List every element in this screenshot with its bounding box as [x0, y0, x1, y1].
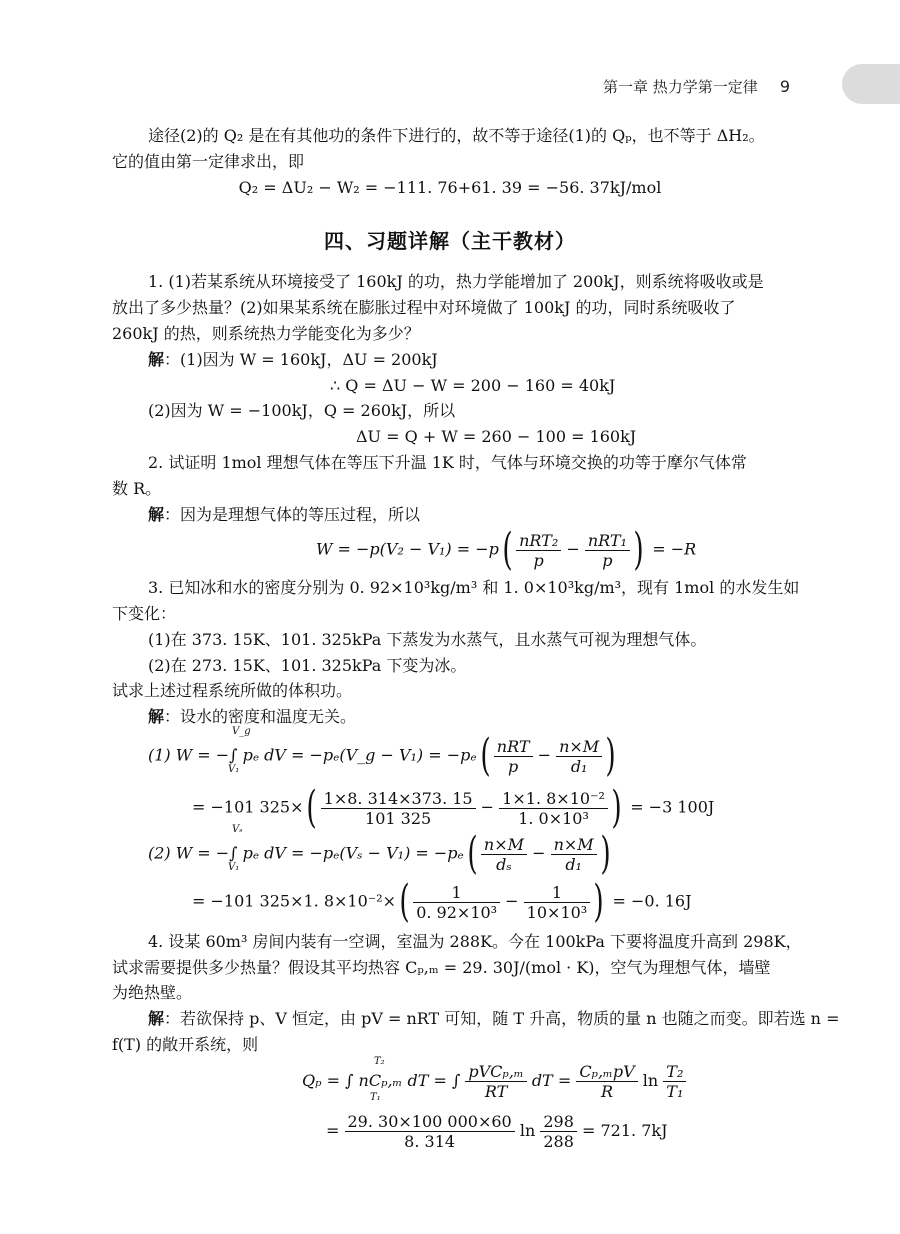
integral-lower-limit: T₁ [370, 1092, 381, 1103]
p3-equation-3: (2) W = −∫ pₑ dV = −pₑ(Vₛ − V₁) = −pₑ( $\frac{n\times M}{\text{dₛ}}$ − $\frac{n\times M}{\text{d₁}}$ ) [148, 828, 611, 879]
frac-num: 1×1. 8×10⁻² [499, 789, 608, 809]
frac-den: p [533, 550, 544, 570]
integral-upper-limit: T₂ [374, 1056, 385, 1067]
p1-solution-text: ：(1)因为 W = 160kJ，ΔU = 200kJ [164, 350, 438, 369]
frac-den: d₁ [565, 854, 582, 874]
p1-solution-2: ∴ Q = ΔU − W = 200 − 160 = 40kJ [330, 376, 616, 395]
p3-solution-1 [148, 707, 356, 727]
section-title: 四、习题详解（主干教材） [324, 229, 576, 253]
eq-text: (2) W = −∫ pₑ dV = −pₑ(Vₛ − V₁) = −pₑ [148, 843, 464, 863]
frac-den: 101 325 [365, 808, 432, 828]
eq-text: = 721. 7kJ [581, 1121, 668, 1140]
eq-text: ln [519, 1121, 536, 1140]
p3-solution-text: ：设水的密度和温度无关。 [164, 707, 357, 726]
frac-num: pVCₚ,ₘ [465, 1062, 526, 1082]
p2-equation: W = −p(V₂ − V₁) = −p( nRT₂ p − nRT₁ p ) = −R [316, 524, 697, 575]
frac-den: 288 [543, 1132, 574, 1151]
solution-label: 解 [148, 707, 165, 726]
p3-equation-1: (1) W = −∫ pₑ dV = −pₑ(V_g − V₁) = −pₑ( nRT p − $\frac{n\times M}{\text{d₁}}$ ) [148, 730, 616, 781]
p4-question-3: 为绝热壁。 [112, 983, 193, 1002]
running-header [603, 76, 790, 97]
p3-question-3: 试求上述过程系统所做的体积功。 [112, 681, 353, 700]
chapter-tab [842, 64, 900, 104]
frac-num: 1 [413, 883, 500, 903]
p1-question-1: 1. (1)若某系统从环境接受了 160kJ 的功，热力学能增加了 200kJ，则系统将吸收或是 [148, 272, 764, 291]
eq-text: = −3 100J [630, 797, 715, 817]
p4-solution-text: ：若欲保持 p、V 恒定，由 pV = nRT 可知，随 T 升高，物质的量 n 也随之而变。即若选 n = [164, 1009, 840, 1028]
integral-upper-limit: V_g [232, 726, 251, 737]
p4-equation-1 [302, 1062, 686, 1101]
frac-num: T₂ [663, 1062, 686, 1082]
frac-num: n×M [481, 835, 527, 855]
eq-text: = [326, 1121, 340, 1140]
frac-num: n×M [556, 737, 602, 757]
p1-solution-1 [148, 350, 438, 370]
p2-solution-text: ：因为是理想气体的等压过程，所以 [164, 505, 421, 524]
p3-case-1: (1)在 373. 15K、101. 325kPa 下蒸发为水蒸气，且水蒸气可视为理想气体。 [148, 630, 707, 649]
p1-solution-3: (2)因为 W = −100kJ，Q = 260kJ，所以 [148, 401, 456, 420]
frac-num: nRT [494, 737, 533, 757]
frac-den: R [600, 1082, 613, 1101]
p3-equation-2: = −101 325×( $\frac{1\times 8. 314\times 373. 15}{101 325}$ − $\frac{\text{1×1. 8×10⁻²}}{\text{1. 0×10³}}$ ) = −3 100J [192, 782, 715, 833]
frac-num: 1×8. 314×373. 15 [321, 789, 476, 809]
p3-equation-4: = −101 325×1. 8×10⁻²×( $\frac{1}{\text{0. 92×10³}}$ − $\frac{1}{\text{10×10³}}$ ) = −0. 16J [192, 876, 692, 927]
p2-solution-1 [148, 505, 420, 525]
p3-question-2: 下变化： [112, 604, 177, 623]
integral-lower-limit: V₁ [228, 862, 240, 873]
p3-question-1: 3. 已知冰和水的密度分别为 0. 92×10³kg/m³ 和 1. 0×10³kg/m³，现有 1mol 的水发生如 [148, 578, 800, 597]
p1-solution-4: ΔU = Q + W = 260 − 100 = 160kJ [356, 427, 637, 446]
integral-lower-limit: V₁ [228, 764, 240, 775]
frac-den: RT [484, 1082, 508, 1101]
frac-den: p [602, 550, 613, 570]
eq-text: = −101 325×1. 8×10⁻²× [192, 891, 397, 911]
intro-line-2: 它的值由第一定律求出，即 [112, 152, 305, 171]
integral-upper-limit: Vₛ [232, 824, 243, 835]
solution-label: 解 [148, 350, 165, 369]
intro-equation: Q₂ = ΔU₂ − W₂ = −111. 76+61. 39 = −56. 37kJ/mol [238, 178, 662, 197]
p4-question-1: 4. 设某 60m³ 房间内装有一空调，室温为 288K。今在 100kPa 下要将温度升高到 298K， [148, 932, 802, 951]
eq-text: = −R [652, 539, 697, 559]
p4-solution-1 [148, 1009, 839, 1029]
frac-num: n×M [551, 835, 597, 855]
eq-text: dT = [531, 1071, 572, 1090]
frac-den: T₁ [666, 1082, 684, 1101]
frac-den: dₛ [496, 854, 512, 874]
frac-num: 298 [540, 1112, 577, 1132]
frac-den: d₁ [570, 756, 588, 776]
frac-den: 0. 92×10³ [416, 902, 498, 922]
p1-question-2: 放出了多少热量？(2)如果某系统在膨胀过程中对环境做了 100kJ 的功，同时系统吸收了 [112, 298, 736, 317]
eq-text: ln [642, 1071, 659, 1090]
p2-question-2: 数 R。 [112, 479, 162, 498]
eq-text: = −0. 16J [612, 891, 692, 911]
p3-case-2: (2)在 273. 15K、101. 325kPa 下变为冰。 [148, 656, 467, 675]
frac-den: 10×10³ [526, 902, 588, 922]
p1-question-3: 260kJ 的热，则系统热力学能变化为多少？ [112, 324, 420, 343]
intro-line-1: 途径(2)的 Q₂ 是在有其他功的条件下进行的，故不等于途径(1)的 Qₚ，也不等于 ΔH₂。 [148, 126, 765, 145]
frac-den: 1. 0×10³ [518, 808, 589, 828]
eq-text: = −101 325× [192, 797, 304, 817]
page-number: 9 [779, 77, 790, 96]
solution-label: 解 [148, 1009, 165, 1028]
solution-label: 解 [148, 505, 165, 524]
eq-text: Qₚ = ∫ nCₚ,ₘ dT = ∫ [302, 1071, 461, 1090]
frac-den: 8. 314 [404, 1132, 456, 1151]
frac-num: 1 [524, 883, 591, 903]
frac-num: nRT₁ [585, 531, 630, 551]
p2-question-1: 2. 试证明 1mol 理想气体在等压下升温 1K 时，气体与环境交换的功等于摩尔气体常 [148, 453, 747, 472]
eq-text: W = −p(V₂ − V₁) = −p [316, 539, 499, 559]
p4-solution-2: f(T) 的敞开系统，则 [112, 1035, 259, 1054]
p4-question-2: 试求需要提供多少热量？假设其平均热容 Cₚ,ₘ = 29. 30J/(mol · K)，空气为理想气体，墙壁 [112, 958, 771, 977]
eq-text: (1) W = −∫ pₑ dV = −pₑ(V_g − V₁) = −pₑ [148, 745, 477, 765]
p4-equation-2 [326, 1112, 667, 1151]
chapter-title: 第一章 热力学第一定律 [603, 78, 758, 96]
frac-den: p [508, 756, 519, 776]
frac-num: 29. 30×100 000×60 [345, 1112, 515, 1132]
frac-num: Cₚ,ₘpV [576, 1062, 637, 1082]
frac-num: nRT₂ [516, 531, 561, 551]
